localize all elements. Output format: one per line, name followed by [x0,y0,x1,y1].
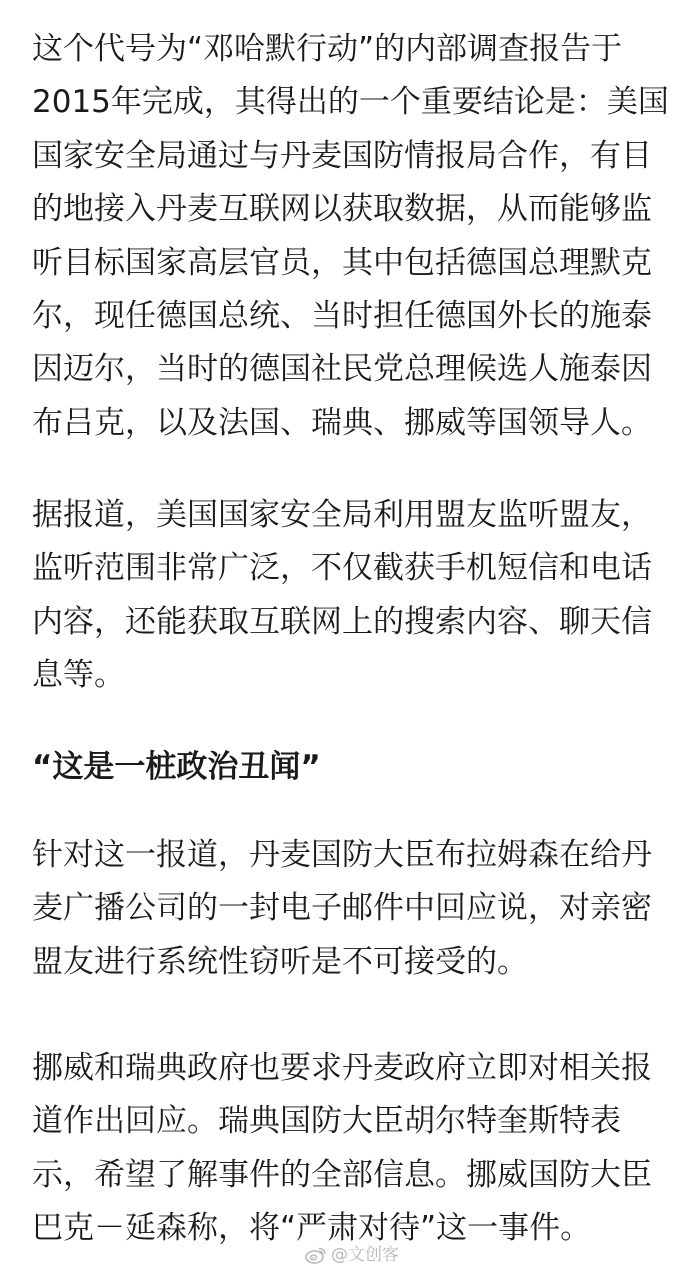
paragraph-3 [32,829,652,989]
text-line: 针对这一报道，丹麦国防大臣布拉姆森在给丹 [32,837,652,873]
text-line: 麦广播公司的一封电子邮件中回应说，对亲密 [32,890,652,927]
text-line: 盟友进行系统性窃听是不可接受的。 [32,943,528,980]
text-line: 内容，还能获取互联网上的搜索内容、聊天信 [32,603,652,640]
text-line: 巴克－延森称，将“严肃对待”这一事件。 [32,1210,592,1247]
text-line: 因迈尔，当时的德国社民党总理候选人施泰因 [32,351,652,388]
section-heading: “这是一桩政治丑闻” [32,749,321,785]
text-line: 示，希望了解事件的全部信息。挪威国防大臣 [32,1156,652,1193]
paragraph-1 [32,23,669,450]
text-line: 挪威和瑞典政府也要求丹麦政府立即对相关报 [32,1050,652,1086]
text-line: 国家安全局通过与丹麦国防情报局合作，有目 [32,137,652,174]
text-line: 这个代号为“邓哈默行动”的内部调查报告于 [32,31,623,67]
text-line: 息等。 [32,657,125,694]
text-line: 监听范围非常广泛，不仅截获手机短信和电话 [32,550,652,587]
watermark-text: @文创客 [331,1245,399,1265]
text-line: 布吕克，以及法国、瑞典、挪威等国领导人。 [32,404,652,441]
text-line: 2015年完成，其得出的一个重要结论是：美国 [32,84,669,121]
text-line: 据报道，美国国家安全局利用盟友监听盟友， [32,497,652,533]
text-line: 听目标国家高层官员，其中包括德国总理默克 [32,244,652,281]
paragraph-4 [32,1042,652,1256]
text-line: 道作出回应。瑞典国防大臣胡尔特奎斯特表 [32,1103,621,1140]
paragraph-2 [32,489,652,703]
watermark [305,1244,399,1266]
text-line: 的地接入丹麦互联网以获取数据，从而能够监 [32,191,652,228]
weibo-icon [305,1246,327,1264]
text-line: 尔，现任德国总统、当时担任德国外长的施泰 [32,298,652,335]
